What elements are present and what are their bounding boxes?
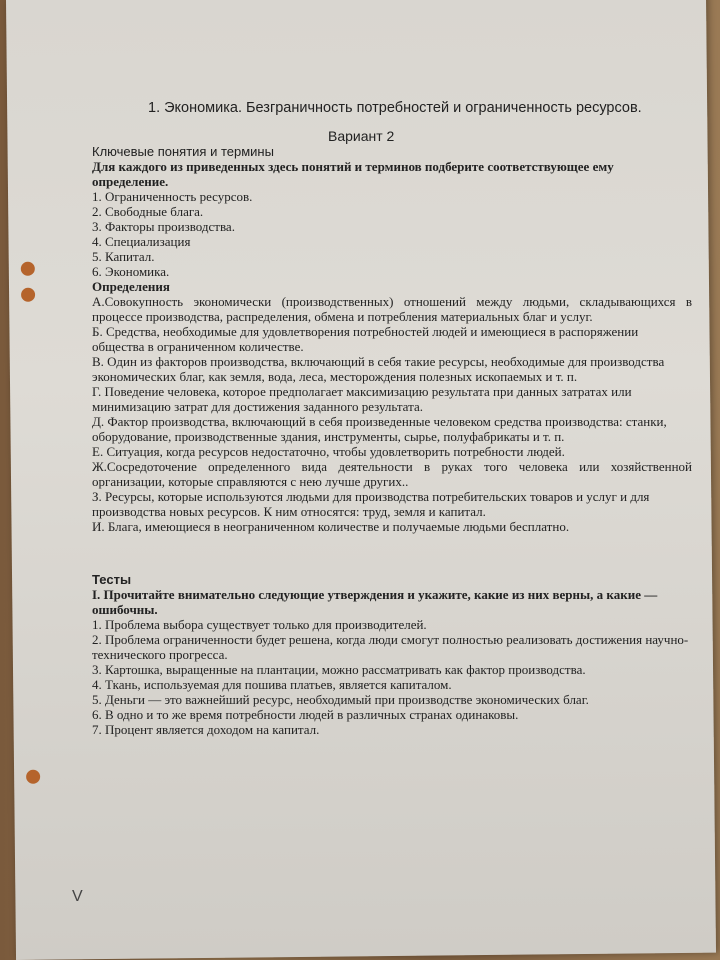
terms-title: Ключевые понятия и термины (92, 144, 274, 159)
term-item: 5. Капитал. (92, 249, 155, 264)
punch-hole (26, 770, 40, 784)
term-item: 4. Специализация (92, 234, 191, 249)
definition-item: И. Блага, имеющиеся в неограниченном количестве и получаемые людьми бесплатно. (92, 519, 570, 534)
statement-item: 3. Картошка, выращенные на плантации, можно рассматривать как фактор производства. (92, 662, 586, 677)
term-item: 2. Свободные блага. (92, 204, 204, 219)
tests-title: Тесты (92, 572, 132, 587)
statement-item: 2. Проблема ограниченности будет решена, когда люди смогут полностью реализовать достижения научно-технического прогресса. (92, 632, 689, 662)
definitions-title: Определения (92, 279, 170, 294)
document-content (92, 100, 692, 737)
definition-item: Б. Средства, необходимые для удовлетворения потребностей людей и имеющиеся в распоряжении общества в ограниченном количестве. (92, 324, 639, 354)
punch-hole (21, 262, 35, 276)
statement-item: 5. Деньги — это важнейший ресурс, необходимый при производстве экономических благ. (92, 692, 589, 707)
definition-item: Д. Фактор производства, включающий в себя произведенные человеком средства производства: станки, оборудование, производственные здания, инструменты, сырье, полуфабрикаты и т. п. (92, 414, 667, 444)
definition-item: Е. Ситуация, когда ресурсов недостаточно, чтобы удовлетворить потребности людей. (92, 444, 565, 459)
statement-item: 1. Проблема выбора существует только для производителей. (92, 617, 427, 632)
definition-item: Ж.Сосредоточение определенного вида деятельности в руках того человека или хозяйственной организации, которые справляются с нею лучше других.. (92, 459, 692, 489)
definition-item: Г. Поведение человека, которое предполагает максимизацию результата при данных затратах или минимизацию затрат для достижения заданного результата. (92, 384, 632, 414)
definition-item: А.Совокупность экономически (производственных) отношений между людьми, складывающихся в процессе производства, распределения, обмена и потребления материальных благ и услуг. (92, 294, 692, 324)
statement-item: 4. Ткань, используемая для пошива платьев, является капиталом. (92, 677, 452, 692)
section-gap (92, 534, 692, 572)
term-item: 1. Ограниченность ресурсов. (92, 189, 253, 204)
term-item: 6. Экономика. (92, 264, 170, 279)
punch-hole (21, 288, 35, 302)
terms-instruction: Для каждого из приведенных здесь понятий и терминов подберите соответствующее ему определение. (92, 159, 614, 189)
definition-item: З. Ресурсы, которые используются людьми для производства потребительских товаров и услуг и для производства новых ресурсов. К ним относятся: труд, земля и капитал. (92, 489, 650, 519)
statement-item: 7. Процент является доходом на капитал. (92, 722, 320, 737)
handwritten-check-mark: V (72, 888, 83, 905)
tests-instruction: I. Прочитайте внимательно следующие утверждения и укажите, какие из них верны, а какие — ошибочны. (92, 587, 658, 617)
term-item: 3. Факторы производства. (92, 219, 235, 234)
statement-item: 6. В одно и то же время потребности людей в различных странах одинаковы. (92, 707, 519, 722)
document-heading: 1. Экономика. Безграничность потребностей и ограниченность ресурсов. (148, 100, 642, 116)
definition-item: В. Один из факторов производства, включающий в себя такие ресурсы, необходимые для производства экономических благ, как земля, вода, леса, месторождения полезных ископаемых и т. п. (92, 354, 665, 384)
variant-label: Вариант 2 (328, 128, 395, 144)
